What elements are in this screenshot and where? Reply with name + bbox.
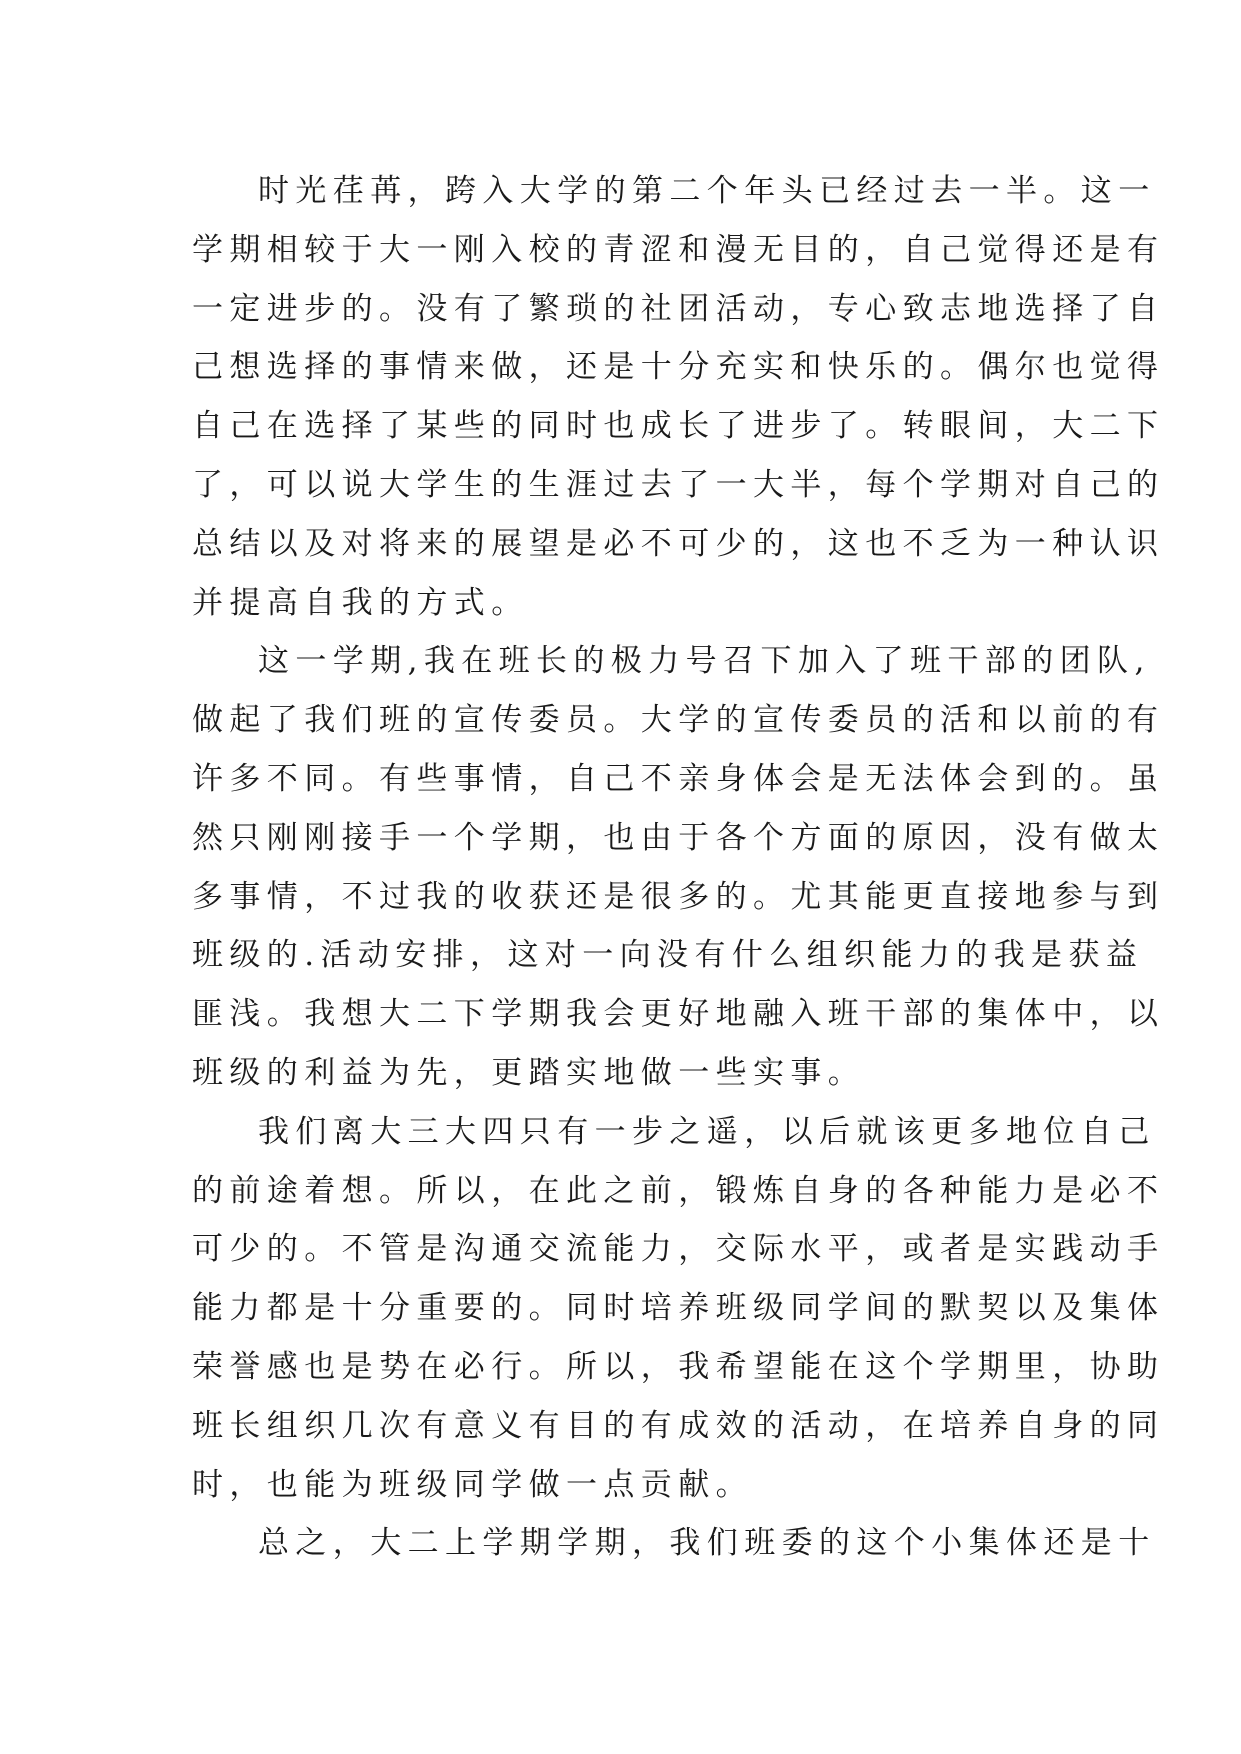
paragraph-4: [192, 1514, 1156, 1573]
text-line: 学期相较于大一刚入校的青涩和漫无目的，自己觉得还是有: [192, 231, 1165, 268]
text-line: 时，也能为班级同学做一点贡献。: [192, 1466, 753, 1503]
text-line: 可少的。不管是沟通交流能力，交际水平，或者是实践动手: [192, 1231, 1165, 1268]
text-line: 匪浅。我想大二下学期我会更好地融入班干部的集体中，以: [192, 996, 1165, 1033]
text-line: 总之，大二上学期学期，我们班委的这个小集体还是十: [258, 1525, 1156, 1562]
text-line: 然只刚刚接手一个学期，也由于各个方面的原因，没有做太: [192, 819, 1165, 856]
text-line: 时光荏苒，跨入大学的第二个年头已经过去一半。这一: [258, 173, 1156, 209]
document-body: [192, 162, 1165, 1573]
text-line: 这一学期,我在班长的极力号召下加入了班干部的团队,: [258, 643, 1151, 680]
text-line: 我们离大三大四只有一步之遥，以后就该更多地位自己: [258, 1113, 1156, 1150]
text-line: 一定进步的。没有了繁琐的社团活动，专心致志地选择了自: [192, 290, 1165, 327]
text-line: 班长组织几次有意义有目的有成效的活动，在培养自身的同: [192, 1407, 1165, 1444]
paragraph-1: [192, 162, 1165, 632]
text-line: 做起了我们班的宣传委员。大学的宣传委员的活和以前的有: [192, 702, 1165, 739]
text-line: 己想选择的事情来做，还是十分充实和快乐的。偶尔也觉得: [192, 349, 1165, 386]
text-line: 自己在选择了某些的同时也成长了进步了。转眼间，大二下: [192, 408, 1165, 445]
text-line: 荣誉感也是势在必行。所以，我希望能在这个学期里，协助: [192, 1348, 1165, 1385]
paragraph-3: [192, 1103, 1165, 1515]
text-line: 总结以及对将来的展望是必不可少的，这也不乏为一种认识: [192, 525, 1165, 562]
text-line: 许多不同。有些事情，自己不亲身体会是无法体会到的。虽: [192, 760, 1165, 797]
text-line: 的前途着想。所以，在此之前，锻炼自身的各种能力是必不: [192, 1172, 1165, 1209]
text-line: 班级的利益为先，更踏实地做一些实事。: [192, 1054, 866, 1091]
text-line: 多事情，不过我的收获还是很多的。尤其能更直接地参与到: [192, 878, 1165, 915]
text-line: 班级的.活动安排，这对一向没有什么组织能力的我是获益: [192, 937, 1144, 974]
paragraph-2: [192, 632, 1165, 1102]
text-line: 能力都是十分重要的。同时培养班级同学间的默契以及集体: [192, 1290, 1165, 1327]
text-line: 并提高自我的方式。: [192, 584, 529, 621]
text-line: 了，可以说大学生的生涯过去了一大半，每个学期对自己的: [192, 466, 1165, 503]
